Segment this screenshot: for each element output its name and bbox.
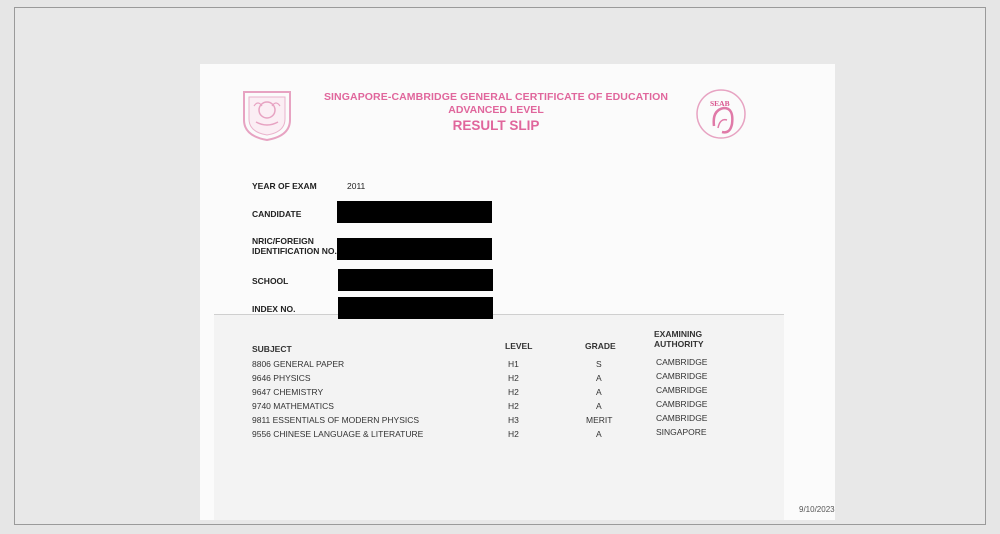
authority-cell: SINGAPORE [656,427,707,437]
slide-date: 9/10/2023 [799,505,835,514]
authority-cell: CAMBRIDGE [656,399,708,409]
subject-cell: 9646 PHYSICS [252,373,311,383]
subject-cell: 9647 CHEMISTRY [252,387,324,397]
year-of-exam-label: YEAR OF EXAM [252,181,317,191]
level-cell: H2 [508,429,519,439]
grade-cell: A [596,387,602,397]
nric-label-line-1: NRIC/FOREIGN [252,236,314,246]
result-slip [200,64,835,520]
grade-cell: A [596,401,602,411]
year-of-exam-value: 2011 [347,181,366,191]
grade-cell: S [596,359,602,369]
candidate-label: CANDIDATE [252,209,302,219]
index-no-redaction [338,297,493,319]
authority-cell: CAMBRIDGE [656,371,708,381]
subject-cell: 8806 GENERAL PAPER [252,359,345,369]
seab-logo-text: SEAB [710,99,730,108]
level-cell: H3 [508,415,519,425]
title-line-2: ADVANCED LEVEL [448,104,544,116]
nric-redaction [337,238,492,260]
subject-cell: 9740 MATHEMATICS [252,401,334,411]
school-redaction [338,269,493,291]
subject-header: SUBJECT [252,344,292,354]
level-cell: H1 [508,359,519,369]
grade-header: GRADE [585,341,616,351]
document-title [300,91,692,133]
nric-label [252,236,337,256]
grade-cell: A [596,429,602,439]
title-line-3: RESULT SLIP [452,118,540,133]
authority-header-line-1: EXAMINING [654,329,703,339]
nric-label-line-2: IDENTIFICATION NO. [252,246,337,256]
authority-cell: CAMBRIDGE [656,413,708,423]
level-cell: H2 [508,401,519,411]
title-line-1: SINGAPORE-CAMBRIDGE GENERAL CERTIFICATE OF EDUCATION [323,91,669,103]
grade-cell: A [596,373,602,383]
authority-header [654,329,704,349]
seab-logo-icon [694,84,748,144]
level-cell: H2 [508,387,519,397]
authority-cell: CAMBRIDGE [656,385,708,395]
grade-cell: MERIT [586,415,613,425]
section-divider [214,314,784,315]
authority-header-line-2: AUTHORITY [654,339,704,349]
authority-cell: CAMBRIDGE [656,357,708,367]
level-cell: H2 [508,373,519,383]
subject-cell: 9556 CHINESE LANGUAGE & LITERATURE [252,429,424,439]
coat-of-arms-icon [240,88,294,142]
school-label: SCHOOL [252,276,289,286]
index-no-label: INDEX NO. [252,304,296,314]
subject-cell: 9811 ESSENTIALS OF MODERN PHYSICS [252,415,420,425]
level-header: LEVEL [505,341,533,351]
candidate-redaction [337,201,492,223]
